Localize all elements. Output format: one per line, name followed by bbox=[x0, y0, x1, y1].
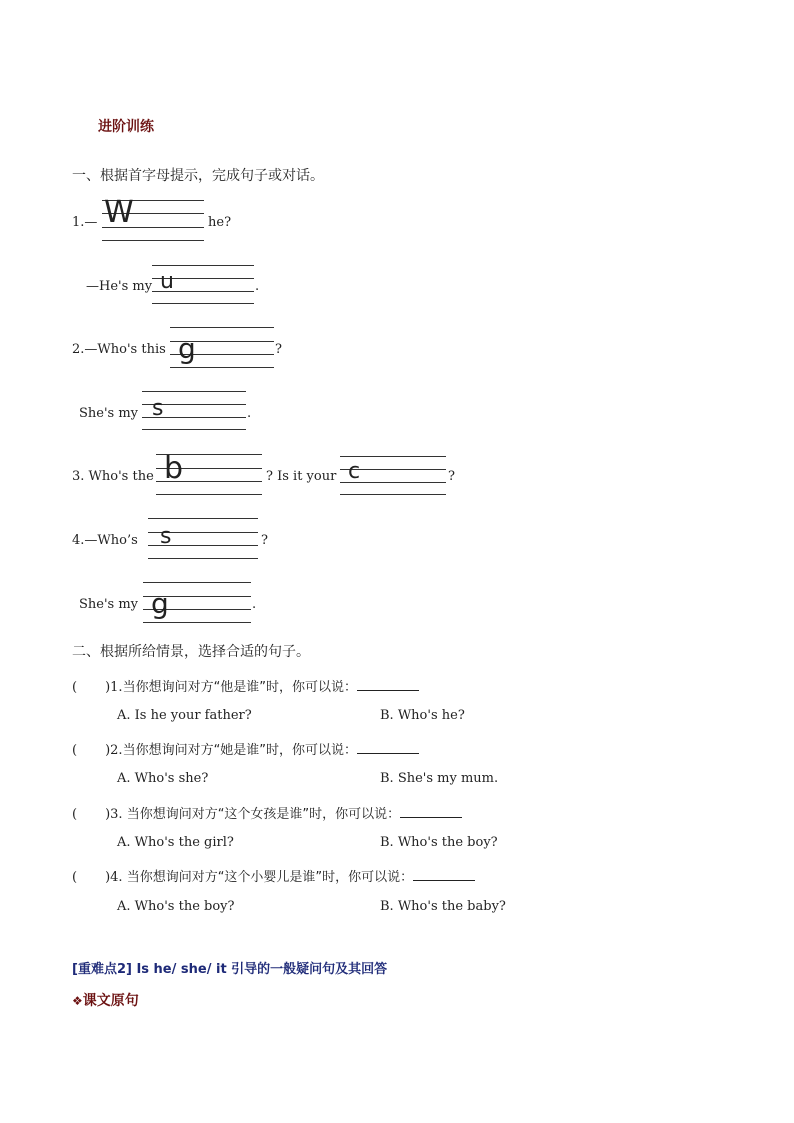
hint-letter: s bbox=[160, 524, 172, 549]
option-a[interactable]: A. Who's the boy? bbox=[117, 899, 235, 914]
hint-letter: g bbox=[178, 332, 196, 365]
part1-heading: 一、根据首字母提示，完成句子或对话。 bbox=[72, 168, 324, 184]
hint-letter: g bbox=[151, 587, 169, 620]
answer-blank[interactable] bbox=[413, 868, 475, 881]
q4-text: 4.—Who’s bbox=[72, 533, 138, 548]
hint-letter: c bbox=[348, 459, 361, 484]
q2b-text: She's my bbox=[79, 406, 139, 421]
q3-writing-lines-1[interactable] bbox=[156, 451, 262, 496]
q1-writing-lines[interactable] bbox=[102, 195, 204, 242]
hint-letter: W bbox=[104, 195, 134, 230]
q1-tail: he? bbox=[208, 215, 232, 230]
q4-tail: ? bbox=[261, 533, 268, 548]
q1b-text: —He's my bbox=[86, 279, 153, 294]
option-a[interactable]: A. Who's she? bbox=[117, 771, 209, 786]
option-b[interactable]: B. Who's he? bbox=[380, 708, 465, 723]
choice-question-4: ( )4. 当你想询问对方“这个小婴儿是谁”时，你可以说： bbox=[72, 866, 475, 885]
q2-tail: ? bbox=[275, 342, 282, 357]
hint-letter: u bbox=[160, 269, 174, 294]
q4-writing-lines[interactable] bbox=[148, 518, 258, 560]
option-b[interactable]: B. She's my mum. bbox=[380, 771, 499, 786]
option-a[interactable]: A. Who's the girl? bbox=[117, 835, 234, 850]
option-a[interactable]: A. Is he your father? bbox=[117, 708, 252, 723]
answer-blank[interactable] bbox=[357, 678, 419, 691]
section-subtitle: ❖课文原句 bbox=[72, 993, 139, 1009]
option-b[interactable]: B. Who's the baby? bbox=[380, 899, 506, 914]
hint-letter: b bbox=[164, 451, 184, 486]
q3-text: 3. Who's the bbox=[72, 469, 154, 484]
q4b-tail: . bbox=[252, 597, 257, 612]
hint-letter: s bbox=[152, 396, 164, 421]
option-b[interactable]: B. Who's the boy? bbox=[380, 835, 498, 850]
q3-tail: ? bbox=[448, 469, 455, 484]
q2b-tail: . bbox=[247, 406, 252, 421]
choice-question-1: ( )1.当你想询问对方“他是谁”时，你可以说： bbox=[72, 676, 419, 695]
q2-text: 2.—Who's this bbox=[72, 342, 166, 357]
keypoint-heading: [重难点2] Is he/ she/ it 引导的一般疑问句及其回答 bbox=[72, 962, 388, 977]
q2b-writing-lines[interactable] bbox=[142, 391, 246, 431]
q3-writing-lines-2[interactable] bbox=[340, 456, 446, 496]
diamond-icon: ❖ bbox=[72, 994, 83, 1008]
answer-blank[interactable] bbox=[357, 741, 419, 754]
q4b-text: She's my bbox=[79, 597, 139, 612]
q1b-tail: . bbox=[255, 279, 260, 294]
q3-middle: ? Is it your bbox=[266, 469, 337, 484]
choice-question-2: ( )2.当你想询问对方“她是谁”时，你可以说： bbox=[72, 739, 419, 758]
answer-blank[interactable] bbox=[400, 805, 462, 818]
part2-heading: 二、根据所给情景，选择合适的句子。 bbox=[72, 644, 310, 660]
page-title: 进阶训练 bbox=[98, 119, 154, 135]
choice-question-3: ( )3. 当你想询问对方“这个女孩是谁”时，你可以说： bbox=[72, 803, 462, 822]
q1-number: 1.— bbox=[72, 215, 98, 230]
q2-writing-lines[interactable] bbox=[170, 327, 274, 369]
q1b-writing-lines[interactable] bbox=[152, 265, 254, 305]
q4b-writing-lines[interactable] bbox=[143, 582, 251, 624]
